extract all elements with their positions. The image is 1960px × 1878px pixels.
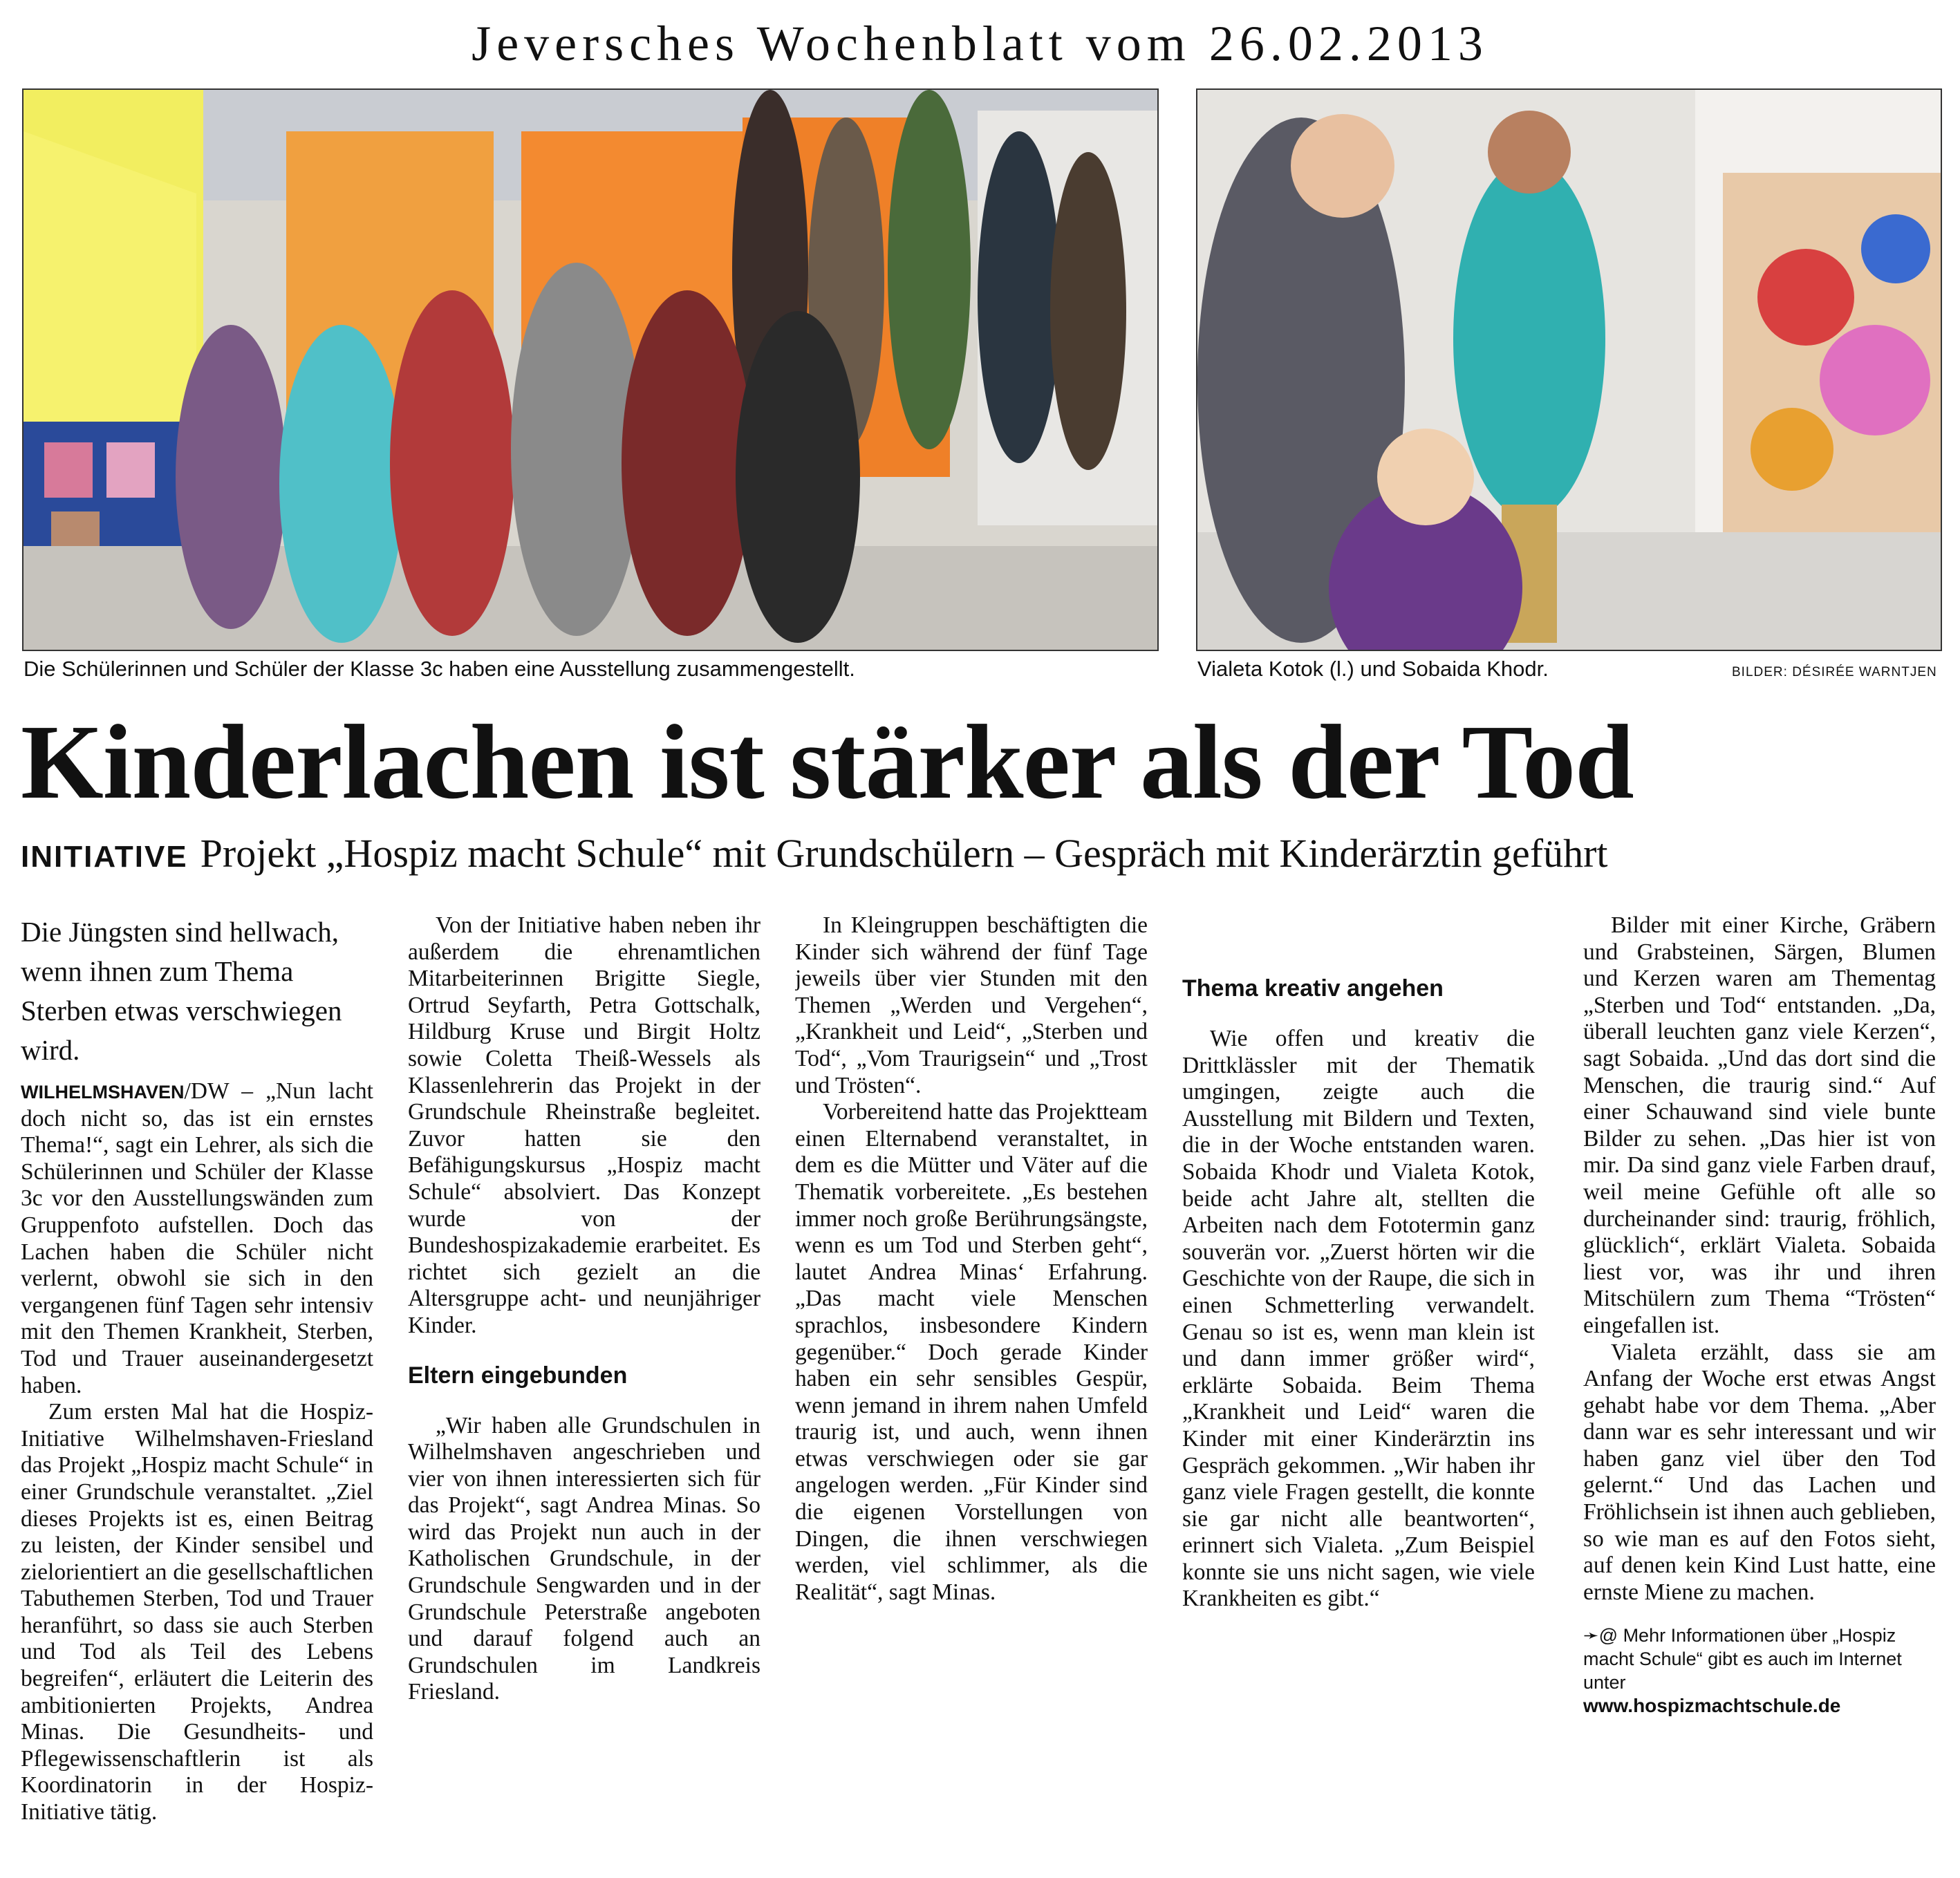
section-heading-eltern: Eltern eingebunden bbox=[408, 1362, 628, 1389]
info-url-link[interactable]: www.hospizmachtschule.de bbox=[1583, 1695, 1841, 1717]
dateline: WILHELMSHAVEN bbox=[21, 1082, 185, 1102]
group-photo-caption: Die Schülerinnen und Schüler der Klasse 3c haben eine Ausstellung zusammengestellt. bbox=[24, 657, 855, 681]
girls-photo-caption: Vialeta Kotok (l.) und Sobaida Khodr. bbox=[1197, 657, 1549, 681]
girls-photo bbox=[1196, 88, 1942, 651]
article-paragraph: Wie offen und kreativ die Drittklässler mit der Thematik umgingen, zeigte auch die Ausstellung mit Bildern und Texten, die in der Woche entstanden waren. Sobaida Khodr und Vialeta Kotok, beide acht Jahre alt, stellten die Arbeiten nach dem Fototermin ganz souverän vor. „Zuerst hörten wir die Geschichte von der Raupe, die sich in einen Schmetterling verwandelt. Genau so ist es, wenn man klein ist und dann immer größer wird“, erklärte Sobaida. Beim Thema „Krankheit und Leid“ waren die Kinder mit einer Kinderärztin ins Gespräch gekommen. „Wir haben ihr ganz viele Fragen gestellt, die konnte sie gar nicht alle beantworten“, erinnert sich Vialeta. „Zum Beispiel konnte sie uns nicht sagen, wie viele Krankheiten es gibt.“ bbox=[1182, 1026, 1535, 1612]
masthead: Jeversches Wochenblatt vom 26.02.2013 bbox=[472, 16, 1488, 71]
article-column-3 bbox=[795, 912, 1148, 1870]
section-heading-kreativ: Thema kreativ angehen bbox=[1182, 975, 1444, 1002]
group-photo bbox=[22, 88, 1159, 651]
paragraph-text: „Nun lacht doch nicht so, das ist ein ernstes Thema!“, sagt ein Lehrer, als sich die Schülerinnen und Schüler der Klasse 3c vor den Ausstellungswänden zum Gruppenfoto aufstellen. Doch das Lachen haben die Schüler nicht verlernt, obwohl sie sich in den vergangenen fünf Tagen sehr intensiv mit den Themen Krankheit, Sterben, Tod und Trauer auseinandergesetzt haben. bbox=[21, 1078, 373, 1398]
article-paragraph: Vialeta erzählt, dass sie am Anfang der Woche erst etwas Angst gehabt habe vor dem Thema. „Aber dann war es sehr interessant und wir haben ganz viel über den Tod gelernt.“ Und das Lachen und Fröhlichsein ist ihnen auch geblieben, so wie man es auf den Fotos sieht, auf denen kein Kind Lust hatte, eine ernste Miene zu machen. bbox=[1583, 1339, 1936, 1605]
info-text: Mehr Informationen über „Hospiz macht Schule“ gibt es auch im Internet unter bbox=[1583, 1625, 1902, 1693]
article-paragraph: In Kleingruppen beschäftigten die Kinder sich während der fünf Tage jeweils über vier Stunden mit den Themen „Werden und Vergehen“, „Krankheit und Leid“, „Sterben und Tod“, „Vom Traurigsein“ und „Trost und Trösten“. bbox=[795, 912, 1148, 1098]
article-column-2 bbox=[408, 912, 760, 1870]
article-column-5 bbox=[1583, 912, 1936, 1870]
arrow-at-icon: ➛@ bbox=[1583, 1625, 1618, 1646]
info-box bbox=[1583, 1624, 1936, 1718]
headline: Kinderlachen ist stärker als der Tod bbox=[21, 704, 1634, 821]
dateline-suffix: /DW – bbox=[184, 1078, 266, 1104]
kicker: INITIATIVE bbox=[21, 840, 188, 874]
article-paragraph bbox=[21, 1078, 373, 1399]
article-paragraph: Bilder mit einer Kirche, Gräbern und Grabsteinen, Särgen, Blumen und Kerzen waren am Thementag „Sterben und Tod“ entstanden. „Da, überall leuchten ganz viele Kerzen“, sagt Sobaida. „Und das dort sind die Menschen, die traurig sind.“ Auf einer Schauwand sind viele bunte Bilder zu sehen. „Das hier ist von mir. Da sind ganz viele Farben drauf, weil meine Gefühle oft alle so durcheinander sind: traurig, fröhlich, glücklich“, erklärt Vialeta. Sobaida liest vor, was ihr und ihren Mitschülern zum Thema “Trösten“ eingefallen ist. bbox=[1583, 912, 1936, 1338]
article-paragraph: Zum ersten Mal hat die Hospiz-Initiative Wilhelmshaven-Friesland das Projekt „Hospiz macht Schule“ in einer Grundschule veranstaltet. „Ziel dieses Projekts ist es, einen Beitrag zu leisten, der Kinder sensibel und zielorientiert an die gesellschaftlichen Tabuthemen Sterben, Tod und Trauer heranführt, so dass sie auch Sterben und Tod als Teil des Lebens begreifen“, erläutert die Leiterin des ambitionierten Projekts, Andrea Minas. Die Gesundheits- und Pflegewissenschaftlerin ist als Koordinatorin in der Hospiz-Initiative tätig. bbox=[21, 1399, 373, 1825]
subheadline bbox=[21, 829, 1943, 881]
article-column-4 bbox=[1182, 912, 1535, 1870]
photo-credit: BILDER: DÉSIRÉE WARNTJEN bbox=[1732, 665, 1937, 679]
article-paragraph: Vorbereitend hatte das Projektteam einen Elternabend veranstaltet, in dem es die Mütter und Väter auf die Thematik vorbereitete. „Es bestehen immer noch große Berührungsängste, wenn es um Tod und Sterben geht“, lautet Andrea Minas‘ Erfahrung. „Das macht viele Menschen sprachlos, insbesondere Kindern gegenüber.“ Doch gerade Kinder haben ein sehr sensibles Gespür, wenn jemand in ihrem nahen Umfeld traurig ist, und auch, wenn ihnen etwas verschwiegen oder sie gar angelogen werden. „Für Kinder sind die eigenen Vorstellungen von Dingen, die ihnen verschwiegen werden, viel schlimmer, als die Realität“, sagt Minas. bbox=[795, 1099, 1148, 1605]
article-paragraph: Von der Initiative haben neben ihr außerdem die ehrenamtlichen Mitarbeiterinnen Brigitte Siegle, Ortrud Seyfarth, Petra Gottschalk, Hildburg Kruse und Birgit Holtz sowie Coletta Theiß-Wessels als Klassenlehrerin das Projekt in der Grundschule Rheinstraße begleitet. Zuvor hatten sie den Befähigungskursus „Hospiz macht Schule“ absolviert. Das Konzept wurde von der Bundeshospizakademie erarbeitet. Es richtet sich gezielt an die Altersgruppe acht- und neunjähriger Kinder. bbox=[408, 912, 760, 1338]
article-intro: Die Jüngsten sind hellwach, wenn ihnen zum Thema Sterben etwas verschwiegen wird. bbox=[21, 916, 342, 1066]
article-paragraph: „Wir haben alle Grundschulen in Wilhelmshaven angeschrieben und vier von ihnen interessierten sich für das Projekt“, sagt Andrea Minas. So wird das Projekt nun auch in der Katholischen Grundschule, in der Grundschule Sengwarden und in der Grundschule Peterstraße angeboten und darauf folgend auch an Grundschulen im Landkreis Friesland. bbox=[408, 1412, 760, 1705]
subheadline-text: Projekt „Hospiz macht Schule“ mit Grundschülern – Gespräch mit Kinderärztin geführt bbox=[200, 831, 1608, 876]
article-column-1 bbox=[21, 912, 373, 1870]
